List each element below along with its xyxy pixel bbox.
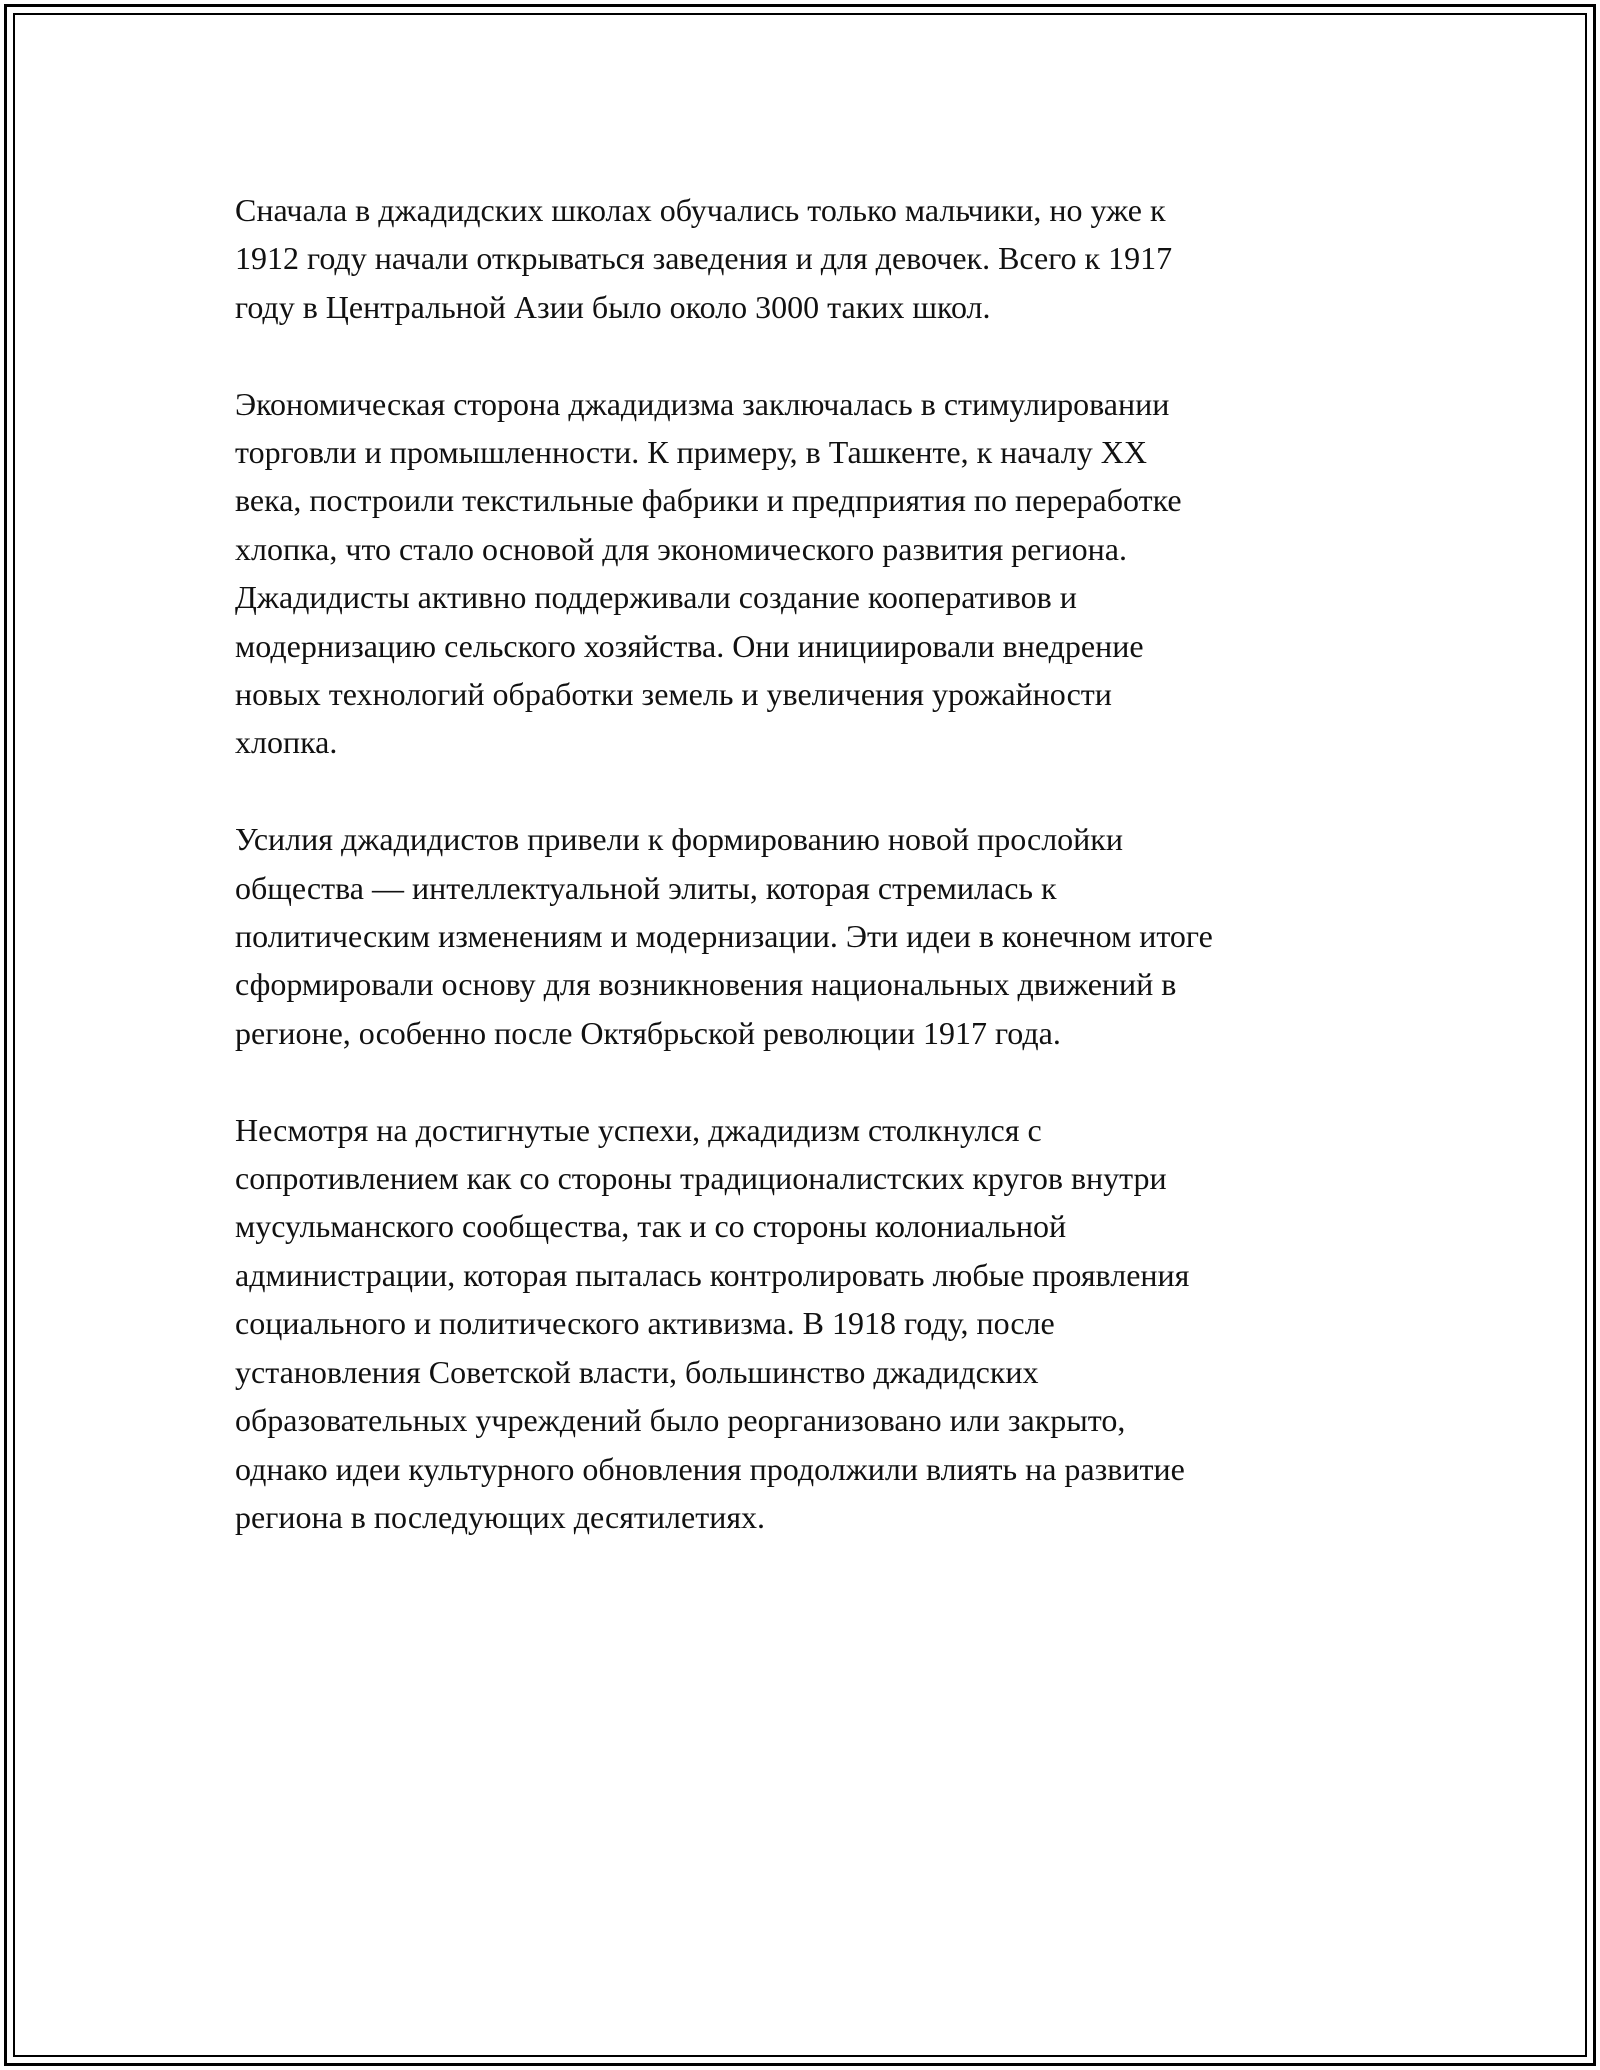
paragraph-3: Усилия джадидистов привели к формированию новой прослойки общества — интеллектуальной элиты, которая стремилась к политическим изменениям и модернизации. Эти идеи в конечном итоге сформировали основу для возникновения национальных движений в регионе, особенно после Октябрьской революции 1917 года.	[235, 821, 1213, 1051]
paragraph-1: Сначала в джадидских школах обучались только мальчики, но уже к 1912 году начали открываться заведения и для девочек. Всего к 1917 году в Центральной Азии было около 3000 таких школ.	[235, 192, 1173, 325]
document-body	[235, 186, 1385, 1590]
paragraph-2: Экономическая сторона джадидизма заключалась в стимулировании торговли и промышленности. К примеру, в Ташкенте, к началу XX века, построили текстильные фабрики и предприятия по переработке хлопка, что стало основой для экономического развития региона. Джадидисты активно поддерживали создание кооперативов и модернизацию сельского хозяйства. Они инициировали внедрение новых технологий обработки земель и увеличения урожайности хлопка.	[235, 385, 1182, 761]
paragraph-4: Несмотря на достигнутые успехи, джадидизм столкнулся с сопротивлением как со стороны традиционалистских кругов внутри мусульманского сообщества, так и со стороны колониальной администрации, которая пыталась контролировать любые проявления социального и политического активизма. В 1918 году, после установления Советской власти, большинство джадидских образовательных учреждений было реорганизовано или закрыто, однако идеи культурного обновления продолжили влиять на развитие региона в последующих десятилетиях.	[235, 1111, 1190, 1535]
